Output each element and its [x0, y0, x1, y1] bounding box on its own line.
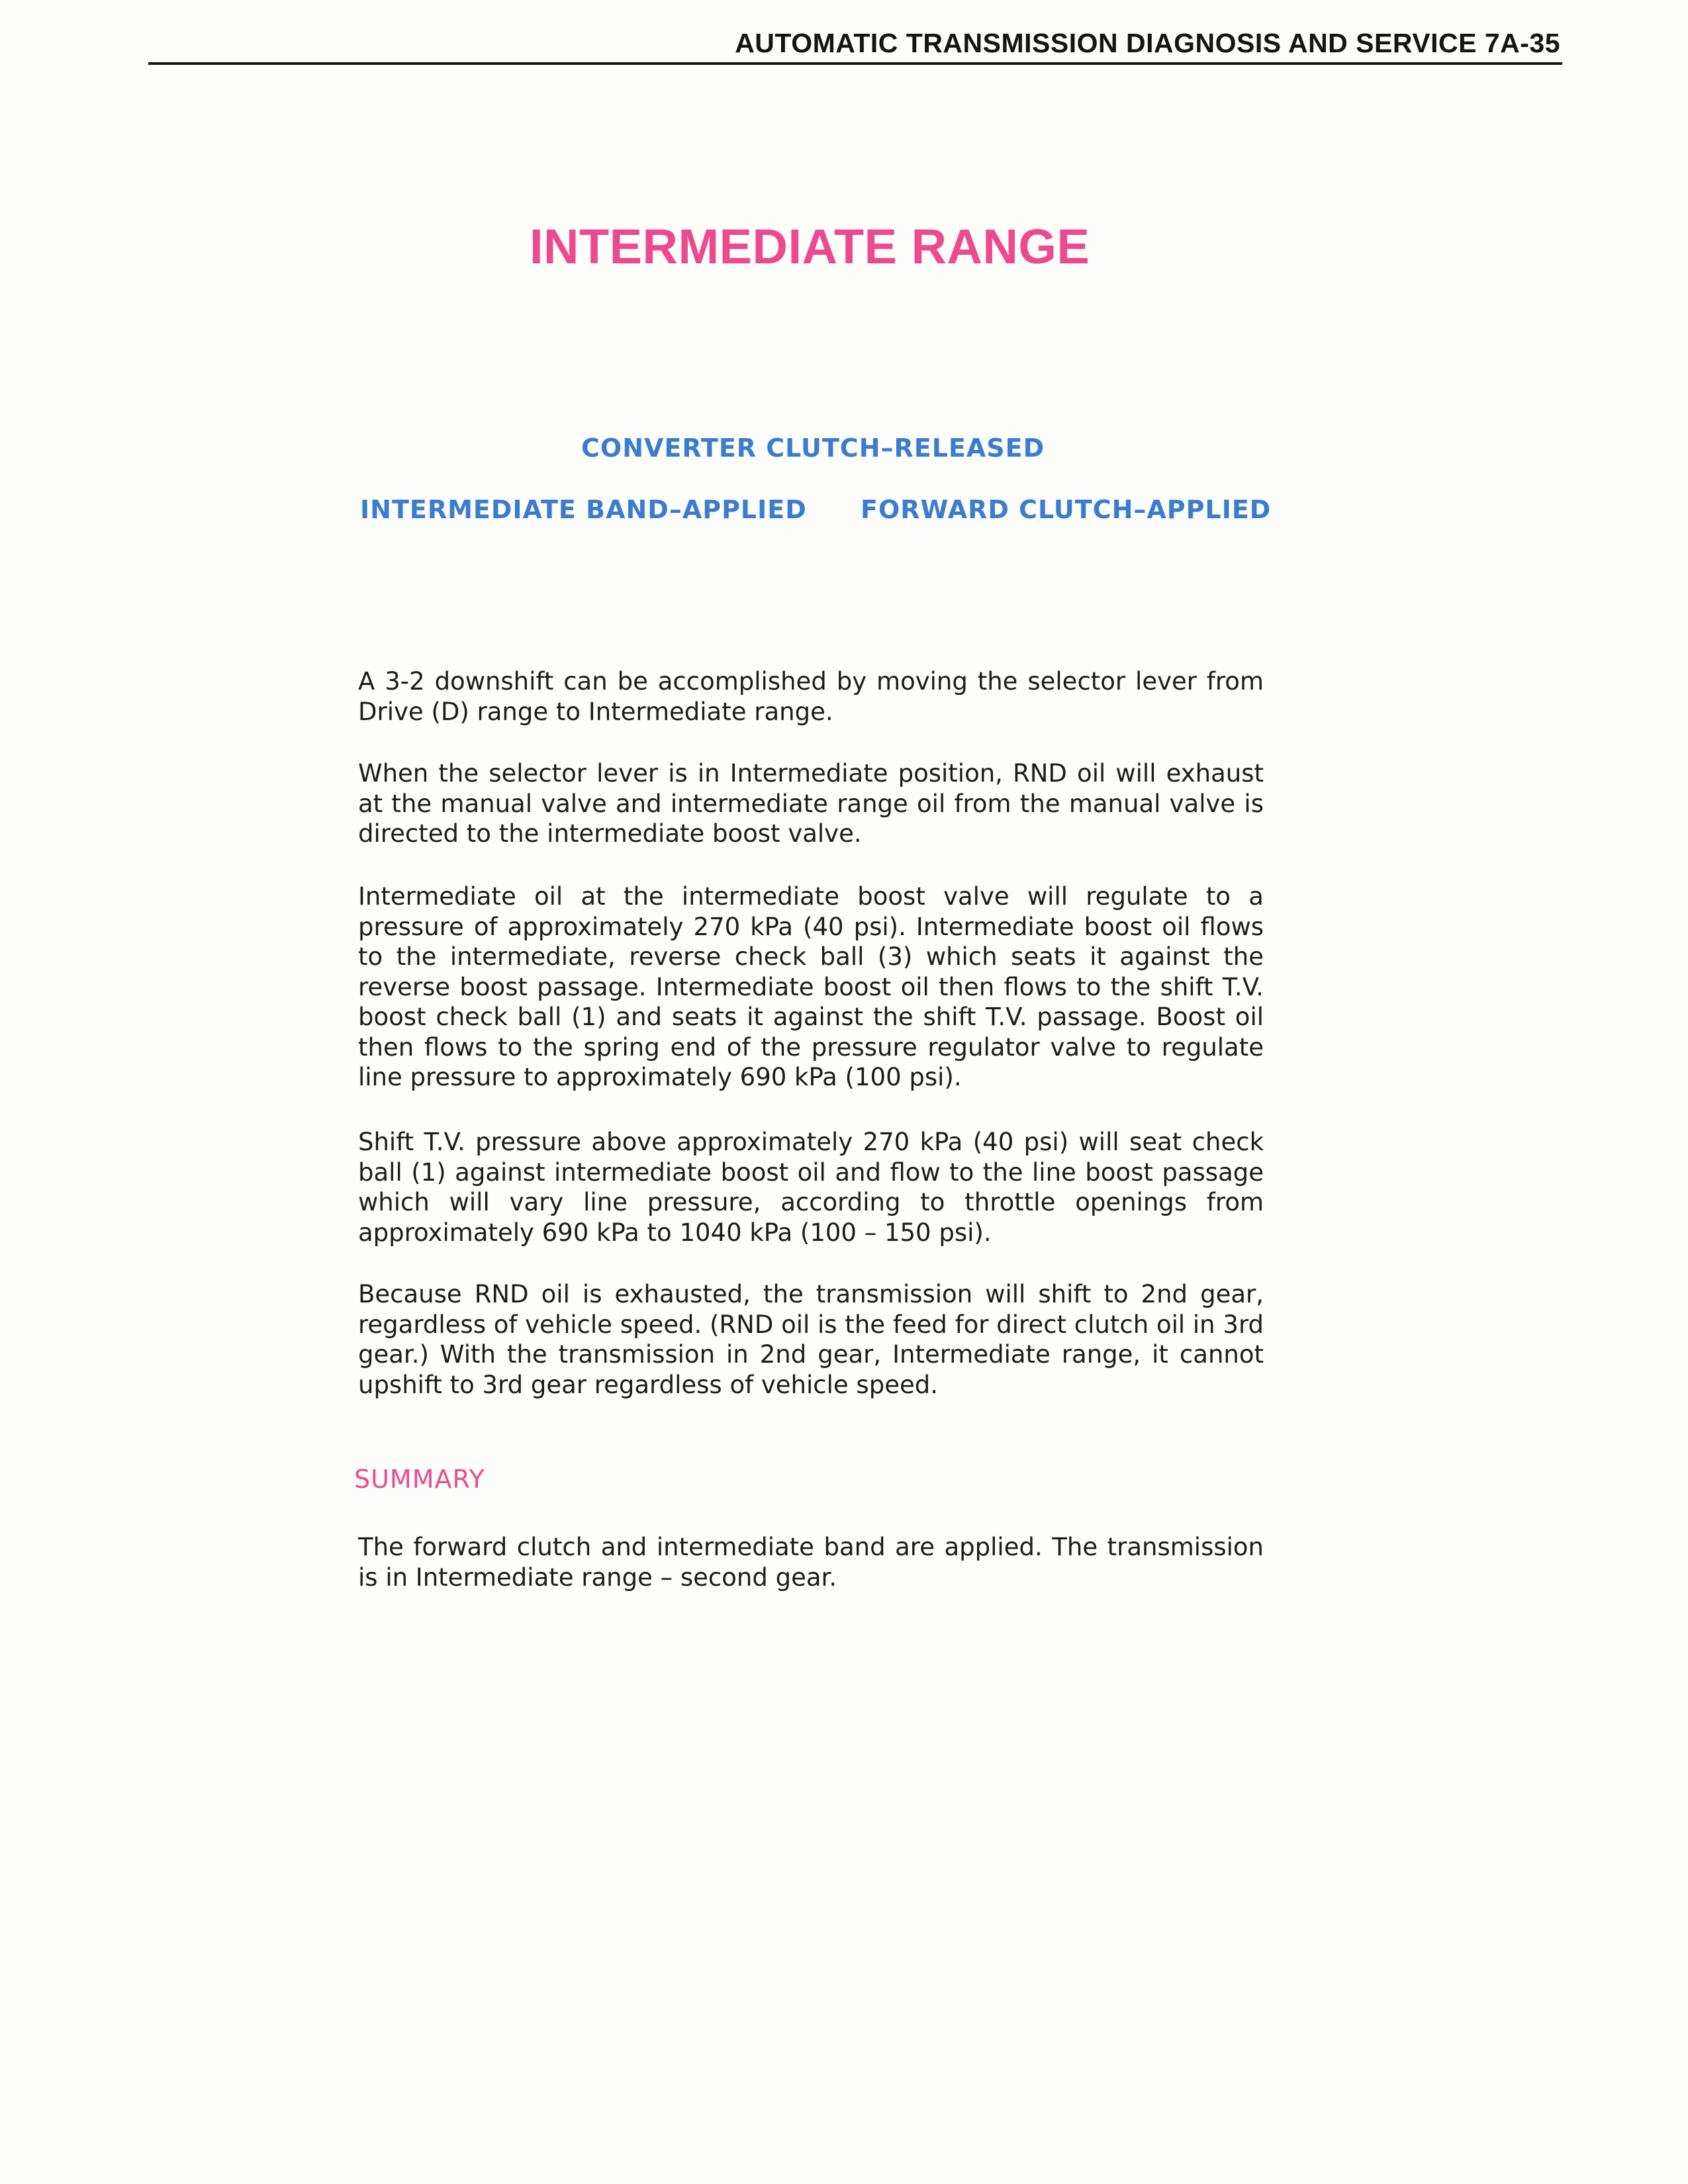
- forward-clutch-status: FORWARD CLUTCH–APPLIED: [861, 495, 1272, 524]
- header-rule: [148, 62, 1562, 65]
- page-title: INTERMEDIATE RANGE: [530, 219, 1090, 274]
- body-paragraph: A 3-2 downshift can be accomplished by moving the selector lever from Drive (D) range to Intermediate range.: [358, 667, 1264, 726]
- summary-paragraph: The forward clutch and intermediate band are applied. The transmission is in Intermediate range – second gear.: [358, 1533, 1264, 1592]
- running-header: AUTOMATIC TRANSMISSION DIAGNOSIS AND SERVICE 7A-35: [735, 28, 1560, 58]
- body-paragraph: When the selector lever is in Intermediate position, RND oil will exhaust at the manual valve and intermediate range oil from the manual valve is directed to the intermediate boost valve.: [358, 759, 1264, 848]
- converter-clutch-status: CONVERTER CLUTCH–RELEASED: [581, 433, 1045, 463]
- summary-heading: SUMMARY: [354, 1465, 485, 1494]
- body-paragraph: Intermediate oil at the intermediate boost valve will regulate to a pressure of approximately 270 kPa (40 psi). Intermediate boost oil flows to the intermediate, reverse check ball (3) which seats it against the reverse boost passage. Intermediate boost oil then flows to the shift T.V. boost check ball (1) and seats it against the shift T.V. passage. Boost oil then flows to the spring end of the pressure regulator valve to regulate line pressure to approximately 690 kPa (100 psi).: [358, 882, 1264, 1091]
- intermediate-band-status: INTERMEDIATE BAND–APPLIED: [360, 495, 807, 524]
- body-paragraph: Because RND oil is exhausted, the transmission will shift to 2nd gear, regardless of vehicle speed. (RND oil is the feed for direct clutch oil in 3rd gear.) With the transmission in 2nd gear, Intermediate range, it cannot upshift to 3rd gear regardless of vehicle speed.: [358, 1280, 1264, 1399]
- body-paragraph: Shift T.V. pressure above approximately 270 kPa (40 psi) will seat check ball (1) against intermediate boost oil and flow to the line boost passage which will vary line pressure, according to throttle openings from approximately 690 kPa to 1040 kPa (100 – 150 psi).: [358, 1128, 1264, 1247]
